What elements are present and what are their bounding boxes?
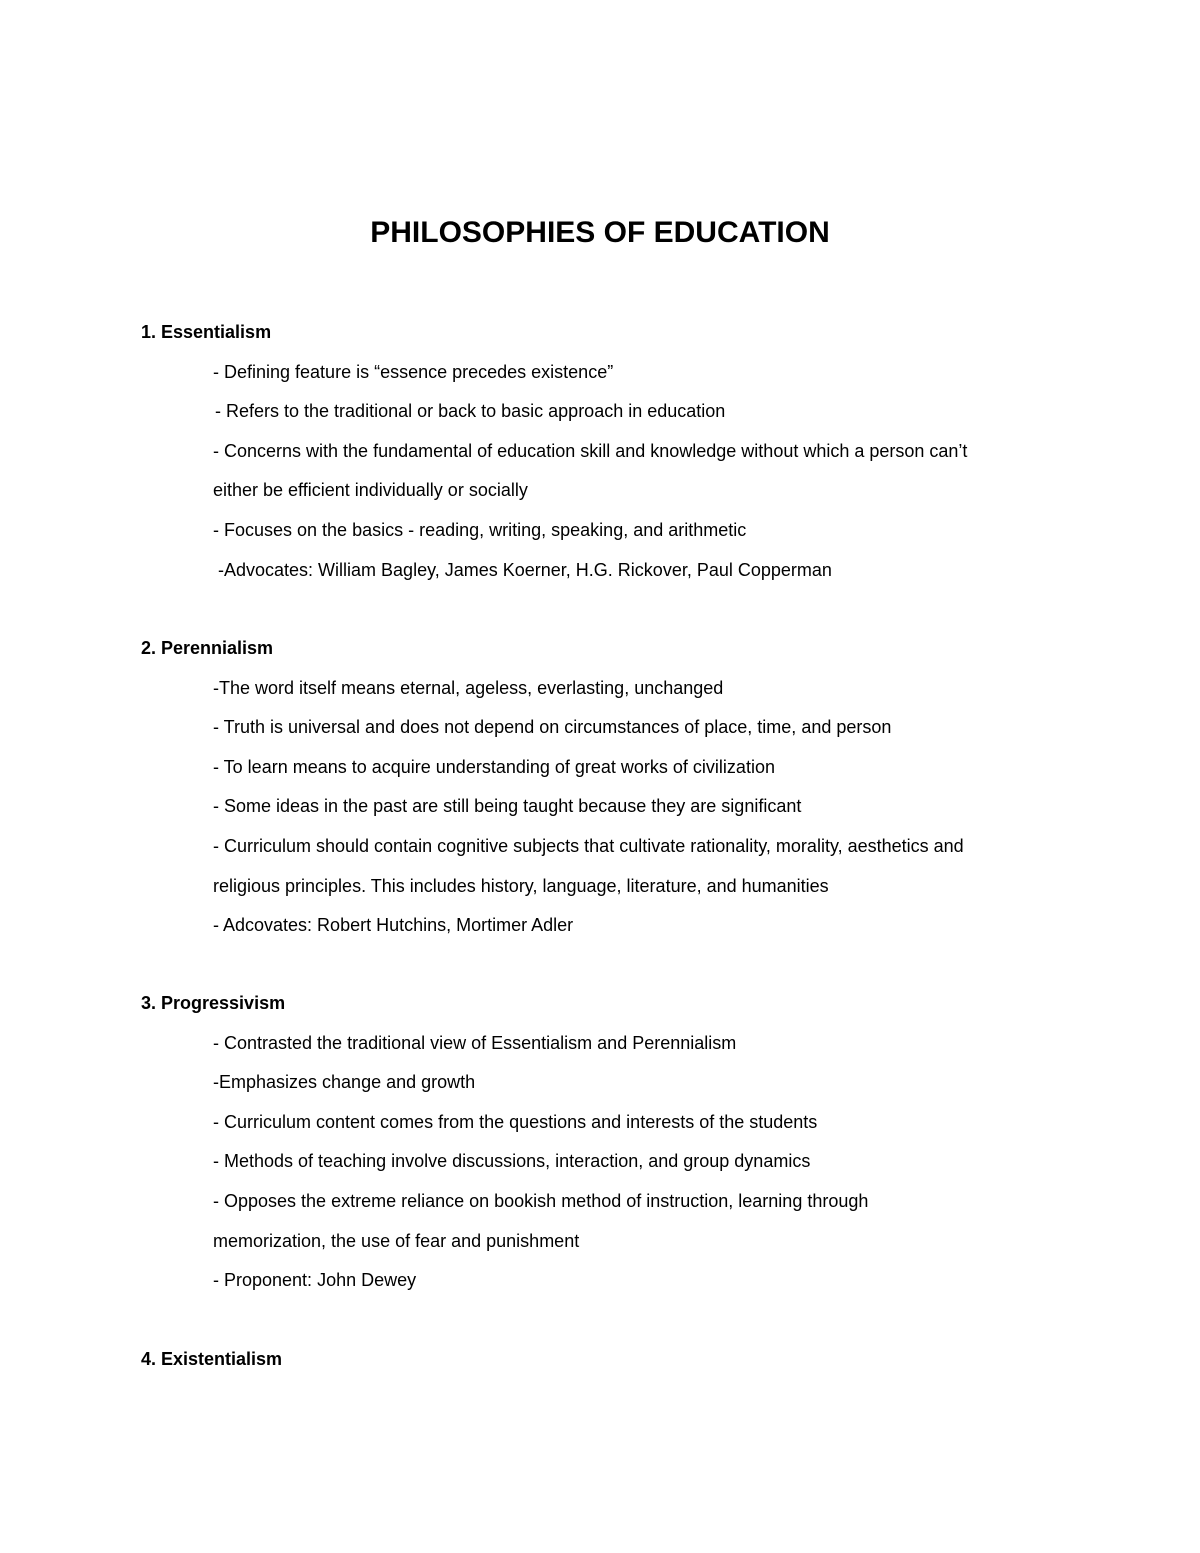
section-heading: 2. Perennialism [141, 638, 274, 658]
list-item: - Contrasted the traditional view of Essentialism and Perennialism [213, 1032, 737, 1053]
list-item: - Defining feature is “essence precedes existence” [213, 361, 614, 382]
section-essentialism [141, 320, 1121, 582]
section-lines [141, 1031, 1121, 1293]
section-perennialism [141, 636, 1121, 937]
list-item: religious principles. This includes history, language, literature, and humanities [213, 875, 829, 896]
list-item: -The word itself means eternal, ageless, everlasting, unchanged [213, 677, 724, 698]
list-item: - Proponent: John Dewey [213, 1270, 417, 1291]
list-item: - Focuses on the basics - reading, writing, speaking, and arithmetic [213, 519, 747, 540]
document-title: PHILOSOPHIES OF EDUCATION [370, 216, 830, 249]
list-item: - Curriculum should contain cognitive subjects that cultivate rationality, morality, aesthetics and [213, 835, 964, 856]
list-item: -Advocates: William Bagley, James Koerner, H.G. Rickover, Paul Copperman [218, 559, 832, 580]
list-item: - Opposes the extreme reliance on bookish method of instruction, learning through [213, 1190, 869, 1211]
section-heading: 3. Progressivism [141, 993, 286, 1013]
list-item: - Methods of teaching involve discussions, interaction, and group dynamics [213, 1151, 811, 1172]
list-item: - Concerns with the fundamental of education skill and knowledge without which a person can’t [213, 440, 968, 461]
list-item: -Emphasizes change and growth [213, 1072, 476, 1093]
list-item: - Some ideas in the past are still being taught because they are significant [213, 796, 802, 817]
list-item: either be efficient individually or socially [213, 480, 528, 501]
list-item: memorization, the use of fear and punishment [213, 1230, 580, 1251]
list-item: - Adcovates: Robert Hutchins, Mortimer Adler [213, 915, 574, 936]
list-item: - Refers to the traditional or back to basic approach in education [215, 401, 726, 422]
section-heading: 4. Existentialism [141, 1349, 283, 1369]
section-existentialism [141, 1347, 1121, 1371]
section-progressivism [141, 991, 1121, 1292]
section-heading: 1. Essentialism [141, 322, 272, 342]
list-item: - To learn means to acquire understanding of great works of civilization [213, 756, 775, 777]
section-lines [141, 360, 1121, 582]
list-item: - Truth is universal and does not depend on circumstances of place, time, and person [213, 717, 892, 738]
section-lines [141, 676, 1121, 938]
list-item: - Curriculum content comes from the questions and interests of the students [213, 1111, 818, 1132]
